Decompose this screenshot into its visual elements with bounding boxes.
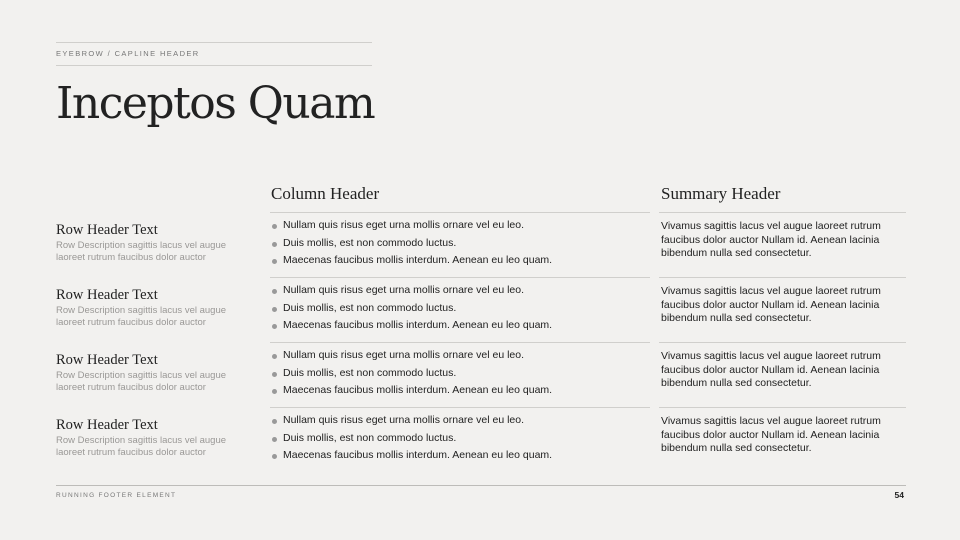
row-header-title: Row Header Text bbox=[56, 352, 158, 368]
column-header: Column Header bbox=[271, 184, 380, 203]
summary-text: Vivamus sagittis lacus vel augue laoreet rutrum faucibus dolor auctor Nullam id. Aenean lacinia bibendum nulla sed consectetur. bbox=[661, 285, 881, 324]
bullet-item: Nullam quis risus eget urna mollis ornare vel eu leo. bbox=[270, 282, 650, 300]
eyebrow-text: EYEBROW / CAPLINE HEADER bbox=[56, 49, 200, 58]
table-row bbox=[56, 277, 906, 342]
bullet-list bbox=[270, 212, 650, 282]
bullet-item: Maecenas faucibus mollis interdum. Aenean eu leo quam. bbox=[270, 447, 650, 465]
summary-header: Summary Header bbox=[661, 184, 781, 203]
bullet-list bbox=[270, 407, 650, 477]
bullet-item: Maecenas faucibus mollis interdum. Aenean eu leo quam. bbox=[270, 317, 650, 335]
page-title: Inceptos Quam bbox=[56, 78, 375, 129]
bullet-list bbox=[270, 342, 650, 412]
row-header-description: Row Description sagittis lacus vel augue laoreet rutrum faucibus dolor auctor bbox=[56, 370, 227, 393]
bullet-item: Nullam quis risus eget urna mollis ornare vel eu leo. bbox=[270, 347, 650, 365]
summary-cell bbox=[659, 407, 906, 473]
row-header bbox=[56, 407, 246, 458]
table-row bbox=[56, 342, 906, 407]
footer-divider bbox=[56, 485, 906, 486]
row-header-description: Row Description sagittis lacus vel augue laoreet rutrum faucibus dolor auctor bbox=[56, 435, 227, 458]
bullet-item: Maecenas faucibus mollis interdum. Aenean eu leo quam. bbox=[270, 382, 650, 400]
row-header-description: Row Description sagittis lacus vel augue laoreet rutrum faucibus dolor auctor bbox=[56, 240, 227, 263]
row-header bbox=[56, 342, 246, 393]
row-header-title: Row Header Text bbox=[56, 417, 158, 433]
row-header-title: Row Header Text bbox=[56, 287, 158, 303]
bullet-item: Maecenas faucibus mollis interdum. Aenean eu leo quam. bbox=[270, 252, 650, 270]
summary-cell bbox=[659, 342, 906, 408]
bullet-item: Nullam quis risus eget urna mollis ornare vel eu leo. bbox=[270, 412, 650, 430]
summary-text: Vivamus sagittis lacus vel augue laoreet rutrum faucibus dolor auctor Nullam id. Aenean lacinia bibendum nulla sed consectetur. bbox=[661, 350, 881, 389]
bullet-item: Duis mollis, est non commodo luctus. bbox=[270, 365, 650, 383]
table-row bbox=[56, 212, 906, 277]
bullet-list bbox=[270, 277, 650, 347]
row-header-description: Row Description sagittis lacus vel augue laoreet rutrum faucibus dolor auctor bbox=[56, 305, 227, 328]
table-row bbox=[56, 407, 906, 472]
running-footer: RUNNING FOOTER ELEMENT bbox=[56, 492, 177, 499]
bullet-item: Duis mollis, est non commodo luctus. bbox=[270, 300, 650, 318]
bullet-item: Duis mollis, est non commodo luctus. bbox=[270, 430, 650, 448]
eyebrow-bottom-divider bbox=[56, 65, 372, 66]
row-header bbox=[56, 212, 246, 263]
page-number: 54 bbox=[894, 490, 904, 500]
row-header-title: Row Header Text bbox=[56, 222, 158, 238]
summary-text: Vivamus sagittis lacus vel augue laoreet rutrum faucibus dolor auctor Nullam id. Aenean lacinia bibendum nulla sed consectetur. bbox=[661, 220, 881, 259]
summary-text: Vivamus sagittis lacus vel augue laoreet rutrum faucibus dolor auctor Nullam id. Aenean lacinia bibendum nulla sed consectetur. bbox=[661, 415, 881, 454]
summary-cell bbox=[659, 212, 906, 278]
eyebrow-block bbox=[56, 42, 372, 66]
bullet-item: Nullam quis risus eget urna mollis ornare vel eu leo. bbox=[270, 217, 650, 235]
bullet-item: Duis mollis, est non commodo luctus. bbox=[270, 235, 650, 253]
summary-cell bbox=[659, 277, 906, 343]
row-header bbox=[56, 277, 246, 328]
